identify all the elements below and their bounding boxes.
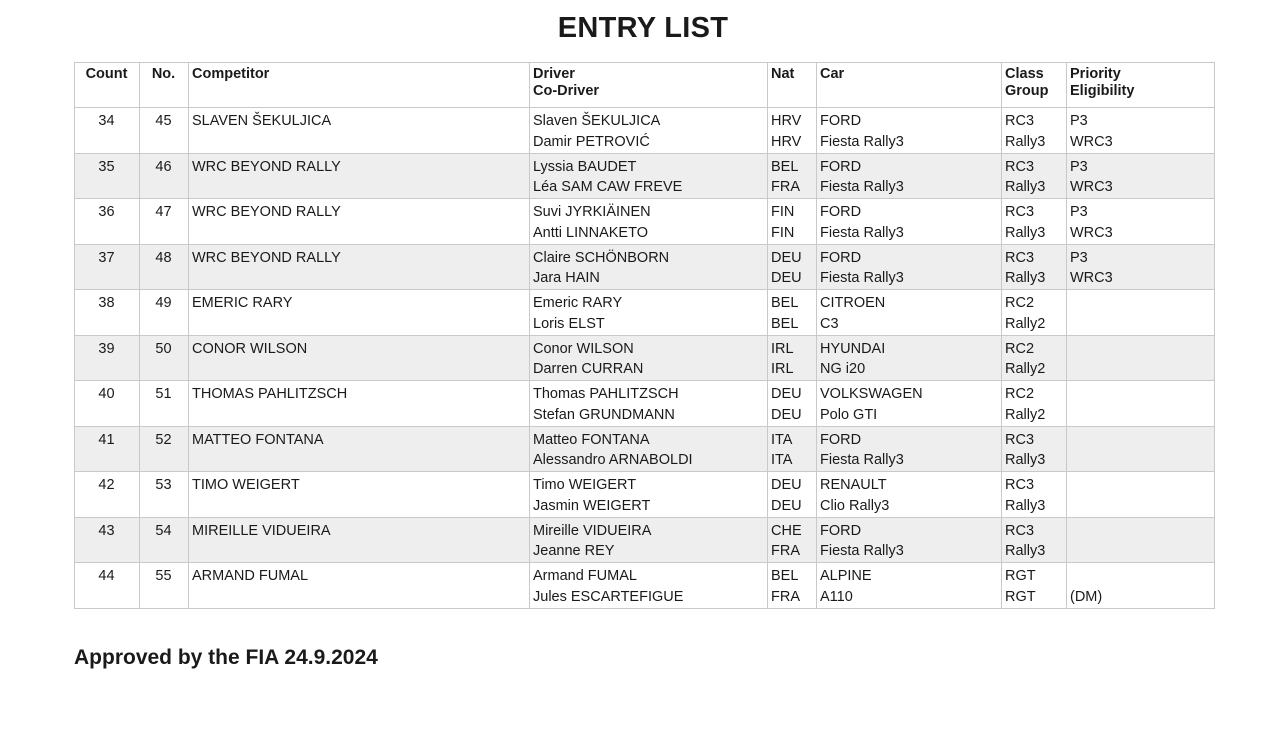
cell-text-eligibility: (DM) xyxy=(1070,588,1103,605)
cell-text-priority: P3 xyxy=(1070,204,1088,220)
cell-text-nat-driver: BEL xyxy=(771,158,799,175)
cell-text-car-make: ALPINE xyxy=(820,568,872,584)
cell-number xyxy=(140,517,189,563)
cell-text-nat-driver: FIN xyxy=(771,204,795,220)
cell-competitor xyxy=(189,517,530,563)
cell-number xyxy=(140,290,189,336)
header-driver-codriver: Driver Co-Driver xyxy=(530,63,768,108)
header-count: Count xyxy=(75,63,140,108)
cell-competitor xyxy=(189,563,530,609)
cell-priority-eligibility xyxy=(1067,290,1215,336)
table-row xyxy=(75,108,1215,154)
cell-text-eligibility: WRC3 xyxy=(1070,270,1113,286)
cell-text-no: 52 xyxy=(155,431,172,448)
cell-text-driver: Thomas PAHLITZSCH xyxy=(533,386,679,402)
cell-text-count: 35 xyxy=(98,158,115,175)
cell-text-car-make: VOLKSWAGEN xyxy=(820,386,923,402)
cell-text-driver: Emeric RARY xyxy=(533,295,623,311)
cell-text-driver: Armand FUMAL xyxy=(533,568,637,584)
cell-count xyxy=(75,290,140,336)
cell-text-group: Rally3 xyxy=(1005,133,1046,150)
cell-text-class: RC3 xyxy=(1005,477,1035,493)
cell-text-priority xyxy=(1070,566,1210,587)
cell-text-priority: P3 xyxy=(1070,158,1088,175)
cell-text-class: RC2 xyxy=(1005,295,1035,311)
cell-count xyxy=(75,563,140,609)
cell-competitor xyxy=(189,426,530,472)
cell-text-co-driver: Jasmin WEIGERT xyxy=(533,497,651,514)
cell-text-car-model: Polo GTI xyxy=(820,406,878,423)
cell-priority-eligibility xyxy=(1067,517,1215,563)
cell-driver-codriver xyxy=(530,472,768,518)
cell-text-class: RC2 xyxy=(1005,340,1035,357)
cell-text-nat-driver: IRL xyxy=(771,340,794,357)
cell-text-co-driver: Damir PETROVIĆ xyxy=(533,133,650,150)
cell-text-driver: Claire SCHÖNBORN xyxy=(533,249,670,266)
cell-text-car-model: Fiesta Rally3 xyxy=(820,179,904,195)
cell-text-nat-co-driver: FRA xyxy=(771,588,800,605)
cell-text-driver: Timo WEIGERT xyxy=(533,477,637,493)
cell-number xyxy=(140,563,189,609)
cell-car xyxy=(817,108,1002,154)
cell-nat xyxy=(768,108,817,154)
cell-text-nat-co-driver: IRL xyxy=(771,361,794,377)
cell-text-competitor: WRC BEYOND RALLY xyxy=(192,249,341,266)
cell-text-nat-co-driver: FRA xyxy=(771,543,800,559)
table-row xyxy=(75,153,1215,199)
cell-text-group: Rally3 xyxy=(1005,452,1046,468)
cell-text-class: RC3 xyxy=(1005,522,1035,539)
cell-text-count: 34 xyxy=(98,113,115,129)
cell-text-car-make: FORD xyxy=(820,158,862,175)
cell-text-competitor: MIREILLE VIDUEIRA xyxy=(192,522,331,539)
cell-text-group: Rally2 xyxy=(1005,361,1046,377)
cell-text-priority xyxy=(1070,475,1210,496)
cell-class-group xyxy=(1002,472,1067,518)
cell-competitor xyxy=(189,153,530,199)
cell-class-group xyxy=(1002,335,1067,381)
header-number: No. xyxy=(140,63,189,108)
approval-note: Approved by the FIA 24.9.2024 xyxy=(74,646,378,669)
cell-class-group xyxy=(1002,381,1067,427)
cell-nat xyxy=(768,517,817,563)
entry-list-table xyxy=(74,62,1215,609)
cell-text-no: 47 xyxy=(155,204,172,220)
cell-text-group: Rally3 xyxy=(1005,497,1046,514)
cell-text-group: RGT xyxy=(1005,588,1036,605)
cell-text-car-model: A110 xyxy=(820,588,853,605)
cell-text-count: 40 xyxy=(98,386,115,402)
cell-priority-eligibility xyxy=(1067,335,1215,381)
cell-text-co-driver: Antti LINNAKETO xyxy=(533,224,648,241)
table-row xyxy=(75,472,1215,518)
cell-text-group: Rally3 xyxy=(1005,179,1046,195)
cell-text-eligibility: WRC3 xyxy=(1070,224,1113,241)
cell-text-nat-co-driver: DEU xyxy=(771,406,802,423)
cell-class-group xyxy=(1002,563,1067,609)
table-row xyxy=(75,335,1215,381)
cell-car xyxy=(817,381,1002,427)
cell-driver-codriver xyxy=(530,335,768,381)
cell-text-car-make: FORD xyxy=(820,113,862,129)
cell-text-class: RC3 xyxy=(1005,249,1035,266)
cell-text-car-model: C3 xyxy=(820,315,839,332)
cell-text-priority xyxy=(1070,339,1210,360)
cell-text-nat-driver: BEL xyxy=(771,568,799,584)
cell-text-co-driver: Loris ELST xyxy=(533,315,605,332)
cell-text-count: 44 xyxy=(98,568,115,584)
cell-text-co-driver: Jules ESCARTEFIGUE xyxy=(533,588,684,605)
cell-car xyxy=(817,244,1002,290)
cell-count xyxy=(75,244,140,290)
cell-competitor xyxy=(189,335,530,381)
cell-car xyxy=(817,290,1002,336)
cell-text-car-model: Fiesta Rally3 xyxy=(820,224,904,241)
cell-text-nat-co-driver: HRV xyxy=(771,133,802,150)
cell-text-nat-co-driver: ITA xyxy=(771,452,793,468)
table-row xyxy=(75,244,1215,290)
cell-text-no: 53 xyxy=(155,477,172,493)
cell-text-competitor: EMERIC RARY xyxy=(192,295,293,311)
cell-text-car-model: Fiesta Rally3 xyxy=(820,452,904,468)
cell-text-car-make: FORD xyxy=(820,249,862,266)
table-row xyxy=(75,290,1215,336)
cell-text-no: 55 xyxy=(155,568,172,584)
cell-class-group xyxy=(1002,517,1067,563)
cell-class-group xyxy=(1002,153,1067,199)
cell-text-driver: Suvi JYRKIÄINEN xyxy=(533,204,651,220)
cell-text-car-model: Fiesta Rally3 xyxy=(820,133,904,150)
cell-text-eligibility: WRC3 xyxy=(1070,179,1113,195)
cell-text-co-driver: Jara HAIN xyxy=(533,270,600,286)
cell-number xyxy=(140,335,189,381)
cell-count xyxy=(75,426,140,472)
cell-text-nat-driver: DEU xyxy=(771,477,802,493)
header-class-group: Class Group xyxy=(1002,63,1067,108)
cell-text-competitor: ARMAND FUMAL xyxy=(192,568,309,584)
cell-text-nat-co-driver: BEL xyxy=(771,315,799,332)
cell-text-car-make: CITROEN xyxy=(820,295,886,311)
cell-nat xyxy=(768,244,817,290)
cell-competitor xyxy=(189,108,530,154)
cell-priority-eligibility xyxy=(1067,426,1215,472)
cell-nat xyxy=(768,199,817,245)
cell-car xyxy=(817,472,1002,518)
cell-text-co-driver: Jeanne REY xyxy=(533,543,615,559)
cell-class-group xyxy=(1002,108,1067,154)
cell-count xyxy=(75,108,140,154)
cell-priority-eligibility xyxy=(1067,244,1215,290)
cell-text-class: RC3 xyxy=(1005,113,1035,129)
cell-text-co-driver: Darren CURRAN xyxy=(533,361,644,377)
cell-text-group: Rally3 xyxy=(1005,224,1046,241)
cell-number xyxy=(140,426,189,472)
cell-text-priority xyxy=(1070,430,1210,451)
cell-priority-eligibility xyxy=(1067,563,1215,609)
cell-text-no: 48 xyxy=(155,249,172,266)
cell-driver-codriver xyxy=(530,108,768,154)
cell-text-driver: Matteo FONTANA xyxy=(533,431,650,448)
page-title: ENTRY LIST xyxy=(557,12,729,44)
cell-text-nat-driver: HRV xyxy=(771,113,802,129)
cell-text-priority xyxy=(1070,521,1210,542)
cell-text-car-make: RENAULT xyxy=(820,477,887,493)
cell-count xyxy=(75,517,140,563)
cell-number xyxy=(140,244,189,290)
cell-driver-codriver xyxy=(530,517,768,563)
cell-text-class: RC2 xyxy=(1005,386,1035,402)
cell-car xyxy=(817,199,1002,245)
cell-nat xyxy=(768,381,817,427)
cell-priority-eligibility xyxy=(1067,153,1215,199)
cell-driver-codriver xyxy=(530,426,768,472)
cell-text-no: 45 xyxy=(155,113,172,129)
cell-text-car-model: Fiesta Rally3 xyxy=(820,543,904,559)
cell-driver-codriver xyxy=(530,244,768,290)
header-car: Car xyxy=(817,63,1002,108)
cell-text-eligibility: WRC3 xyxy=(1070,133,1113,150)
cell-car xyxy=(817,335,1002,381)
cell-class-group xyxy=(1002,426,1067,472)
table-row xyxy=(75,563,1215,609)
header-nat: Nat xyxy=(768,63,817,108)
cell-competitor xyxy=(189,381,530,427)
cell-text-driver: Mireille VIDUEIRA xyxy=(533,522,652,539)
cell-text-eligibility xyxy=(1070,450,1210,471)
cell-text-no: 54 xyxy=(155,522,172,539)
cell-text-count: 39 xyxy=(98,340,115,357)
cell-class-group xyxy=(1002,244,1067,290)
cell-text-eligibility xyxy=(1070,496,1210,517)
cell-text-no: 50 xyxy=(155,340,172,357)
cell-text-priority: P3 xyxy=(1070,113,1088,129)
cell-driver-codriver xyxy=(530,290,768,336)
cell-count xyxy=(75,335,140,381)
cell-car xyxy=(817,517,1002,563)
cell-text-group: Rally2 xyxy=(1005,315,1046,332)
cell-car xyxy=(817,153,1002,199)
cell-count xyxy=(75,472,140,518)
cell-priority-eligibility xyxy=(1067,108,1215,154)
cell-text-competitor: WRC BEYOND RALLY xyxy=(192,158,341,175)
cell-number xyxy=(140,381,189,427)
cell-text-car-make: FORD xyxy=(820,522,862,539)
cell-text-class: RC3 xyxy=(1005,204,1035,220)
cell-text-count: 37 xyxy=(98,249,115,266)
cell-count xyxy=(75,153,140,199)
cell-number xyxy=(140,472,189,518)
cell-competitor xyxy=(189,244,530,290)
cell-car xyxy=(817,563,1002,609)
cell-text-nat-driver: BEL xyxy=(771,295,799,311)
cell-text-car-model: NG i20 xyxy=(820,361,866,377)
cell-text-eligibility xyxy=(1070,314,1210,335)
cell-car xyxy=(817,426,1002,472)
cell-text-group: Rally3 xyxy=(1005,543,1046,559)
cell-competitor xyxy=(189,472,530,518)
cell-text-nat-driver: DEU xyxy=(771,249,802,266)
table-row xyxy=(75,426,1215,472)
cell-priority-eligibility xyxy=(1067,199,1215,245)
cell-driver-codriver xyxy=(530,381,768,427)
cell-count xyxy=(75,199,140,245)
cell-text-driver: Conor WILSON xyxy=(533,340,634,357)
cell-nat xyxy=(768,153,817,199)
cell-text-group: Rally3 xyxy=(1005,270,1046,286)
cell-text-class: RC3 xyxy=(1005,158,1035,175)
cell-text-car-make: FORD xyxy=(820,204,862,220)
table-row xyxy=(75,381,1215,427)
cell-text-no: 49 xyxy=(155,295,172,311)
cell-nat xyxy=(768,472,817,518)
cell-class-group xyxy=(1002,199,1067,245)
cell-text-competitor: MATTEO FONTANA xyxy=(192,431,324,448)
cell-text-driver: Lyssia BAUDET xyxy=(533,158,637,175)
cell-text-no: 46 xyxy=(155,158,172,175)
header-priority-eligibility: Priority Eligibility xyxy=(1067,63,1215,108)
cell-text-nat-co-driver: FRA xyxy=(771,179,800,195)
cell-text-count: 38 xyxy=(98,295,115,311)
cell-number xyxy=(140,199,189,245)
cell-text-car-model: Clio Rally3 xyxy=(820,497,890,514)
cell-text-nat-driver: DEU xyxy=(771,386,802,402)
cell-text-competitor: SLAVEN ŠEKULJICA xyxy=(192,113,332,129)
cell-text-nat-driver: ITA xyxy=(771,431,793,448)
cell-text-competitor: THOMAS PAHLITZSCH xyxy=(192,386,348,402)
cell-nat xyxy=(768,563,817,609)
cell-text-car-make: HYUNDAI xyxy=(820,340,886,357)
cell-driver-codriver xyxy=(530,563,768,609)
cell-priority-eligibility xyxy=(1067,381,1215,427)
cell-text-priority: P3 xyxy=(1070,249,1088,266)
cell-text-competitor: TIMO WEIGERT xyxy=(192,477,300,493)
cell-text-car-make: FORD xyxy=(820,431,862,448)
cell-text-no: 51 xyxy=(155,386,172,402)
cell-text-co-driver: Léa SAM CAW FREVE xyxy=(533,179,683,195)
cell-text-eligibility xyxy=(1070,405,1210,426)
cell-text-competitor: CONOR WILSON xyxy=(192,340,308,357)
cell-text-nat-co-driver: DEU xyxy=(771,270,802,286)
cell-nat xyxy=(768,426,817,472)
cell-text-eligibility xyxy=(1070,359,1210,380)
cell-text-nat-co-driver: FIN xyxy=(771,224,795,241)
cell-competitor xyxy=(189,199,530,245)
cell-text-co-driver: Alessandro ARNABOLDI xyxy=(533,452,693,468)
cell-text-competitor: WRC BEYOND RALLY xyxy=(192,204,341,220)
table-header-row xyxy=(75,63,1215,108)
table-row xyxy=(75,199,1215,245)
cell-text-count: 36 xyxy=(98,204,115,220)
cell-text-priority xyxy=(1070,293,1210,314)
header-competitor: Competitor xyxy=(189,63,530,108)
cell-text-nat-driver: CHE xyxy=(771,522,802,539)
cell-text-nat-co-driver: DEU xyxy=(771,497,802,514)
cell-text-eligibility xyxy=(1070,541,1210,562)
cell-text-car-model: Fiesta Rally3 xyxy=(820,270,904,286)
cell-text-class: RGT xyxy=(1005,568,1036,584)
cell-nat xyxy=(768,335,817,381)
cell-text-count: 41 xyxy=(98,431,115,448)
cell-competitor xyxy=(189,290,530,336)
cell-text-count: 42 xyxy=(98,477,115,493)
cell-text-group: Rally2 xyxy=(1005,406,1046,423)
cell-class-group xyxy=(1002,290,1067,336)
cell-number xyxy=(140,108,189,154)
table-row xyxy=(75,517,1215,563)
cell-text-driver: Slaven ŠEKULJICA xyxy=(533,113,661,129)
cell-text-class: RC3 xyxy=(1005,431,1035,448)
cell-driver-codriver xyxy=(530,153,768,199)
cell-count xyxy=(75,381,140,427)
cell-number xyxy=(140,153,189,199)
cell-priority-eligibility xyxy=(1067,472,1215,518)
cell-text-priority xyxy=(1070,384,1210,405)
cell-nat xyxy=(768,290,817,336)
cell-driver-codriver xyxy=(530,199,768,245)
cell-text-count: 43 xyxy=(98,522,115,539)
cell-text-co-driver: Stefan GRUNDMANN xyxy=(533,406,675,423)
